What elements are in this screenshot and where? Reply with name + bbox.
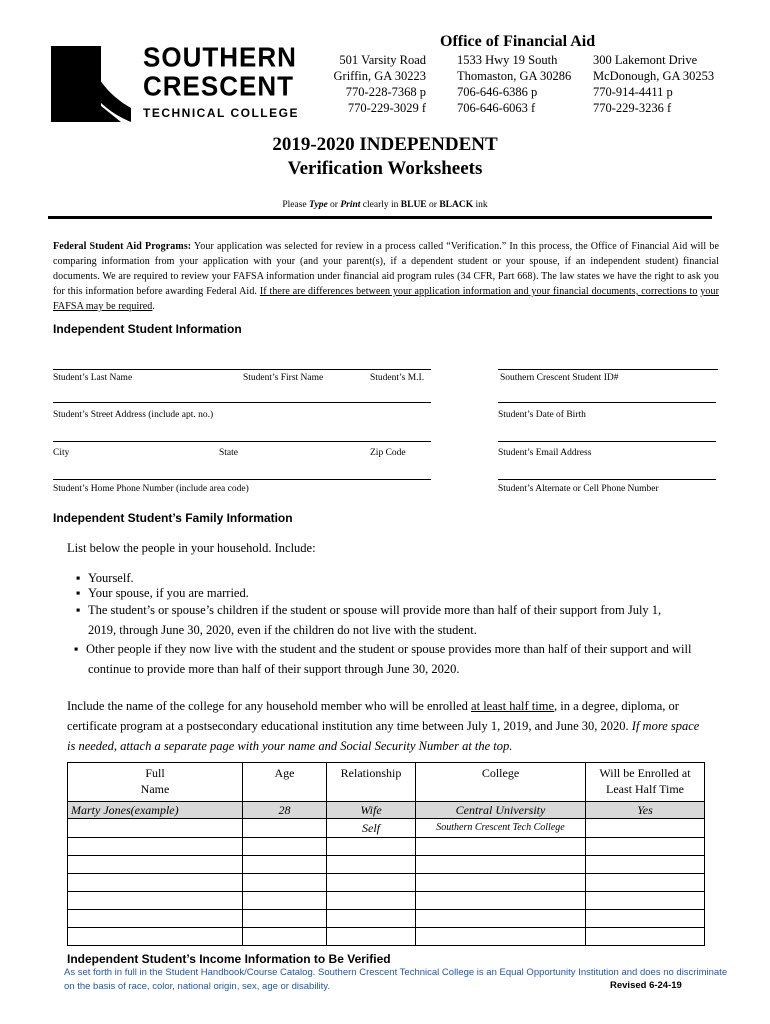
campus-fax: 770-229-3236 f [593,101,672,115]
college-logo-wordmark [143,41,299,120]
cell-enrolled[interactable] [586,819,705,838]
table-row [68,892,705,910]
col-header-college: College [416,763,586,802]
table-row-example [68,802,705,819]
table-row-self [68,819,705,838]
alt-phone-field[interactable] [498,479,716,480]
cell-relationship[interactable] [327,838,416,856]
bullet-text: Other people if they now live with the student and the student or spouse provides more than half of their support and will [86,642,692,656]
bullet-icon: ▪ [76,603,81,617]
cell-enrolled[interactable] [586,856,705,874]
campus-fax: 770-229-3029 f [347,101,426,115]
cell-relationship[interactable] [327,874,416,892]
campus-city: Thomaston, GA 30286 [457,69,572,83]
cell-age[interactable] [243,819,327,838]
label-mi: Student’s M.I. [370,373,425,383]
bullet-text: Yourself. [88,571,134,585]
campus-city: Griffin, GA 30223 [333,69,426,83]
col-header-name [68,763,243,802]
table-row [68,874,705,892]
cell-college: Central University [416,802,586,819]
cell-enrolled[interactable] [586,874,705,892]
ink-text: or [426,200,440,210]
header-text: Name [140,782,170,796]
para-underlined: at least half time [471,699,554,713]
para-text: , in a degree, diploma, or certificate program at a postsecondary educational institution any time between July 1, 2019, and June 30, 2020. [67,699,679,733]
cell-college[interactable] [416,910,586,928]
campus-street: 1533 Hwy 19 South [457,53,558,67]
cell-age[interactable] [243,892,327,910]
label-email: Student’s Email Address [498,448,592,458]
intro-body: Your application was selected for review in a process called “Verification.” In this process, the Office of Financial Aid will be comparing information from your application with your (and your parent(s), if a dependent student or your spouse, if an independent student) financial documents. We are required to review your FAFSA information under financial aid program rules (34 CFR, Part 668). The law states we have the right to ask you for this information before awarding Federal Aid. [53,241,720,297]
campus-street: 300 Lakemont Drive [593,53,698,67]
household-list-intro: List below the people in your household. Include: [67,541,316,555]
bullet-item [76,600,661,620]
include-college-paragraph [67,696,707,756]
campus-address-thomaston [457,52,571,116]
campus-phone: 706-646-6386 p [457,85,538,99]
label-last-name: Student’s Last Name [53,373,133,383]
ink-text: Please [282,200,310,210]
para-text: Include the name of the college for any household member who will be enrolled [67,699,472,713]
cell-age[interactable] [243,928,327,946]
ink-type: Type [309,200,328,210]
last-name-field[interactable] [53,369,431,370]
section-heading-income: Independent Student’s Income Information to Be Verified [67,952,391,966]
cell-age: 28 [243,802,327,819]
cell-relationship: Self [327,819,416,838]
office-title: Office of Financial Aid [440,33,596,50]
cell-name[interactable] [68,928,243,946]
title-divider [48,216,712,219]
cell-college[interactable] [416,928,586,946]
cell-enrolled[interactable] [586,892,705,910]
cell-enrolled[interactable] [586,838,705,856]
cell-name[interactable] [68,892,243,910]
ink-instruction [0,200,770,210]
street-address-field[interactable] [53,402,431,403]
cell-relationship: Wife [327,802,416,819]
para-italic: If more space is needed, attach a separate page with your name and Social Security Number at the top. [67,719,700,753]
bullet-continuation: continue to provide more than half of their support through June 30, 2020. [88,662,460,676]
intro-paragraph [53,239,719,314]
campus-street: 501 Varsity Road [339,53,426,67]
document-title [0,133,770,181]
label-first-name: Student’s First Name [243,373,324,383]
cell-enrolled: Yes [586,802,705,819]
bullet-icon: ▪ [74,642,79,656]
cell-age[interactable] [243,838,327,856]
ink-text: or [327,200,341,210]
intro-underlined: If there are differences between your application information and your financial documents, corrections to [259,286,698,297]
cell-college[interactable] [416,838,586,856]
cell-college[interactable] [416,892,586,910]
table-row [68,856,705,874]
home-phone-field[interactable] [53,479,431,480]
col-header-enrolled [586,763,705,802]
campus-phone: 770-228-7368 p [345,85,426,99]
campus-city: McDonough, GA 30253 [593,69,715,83]
email-field[interactable] [498,441,716,442]
bullet-text: The student’s or spouse’s children if the student or spouse will provide more than half of their support from July 1, [88,603,662,617]
college-logo-mark [45,46,131,122]
title-line-1: 2019-2020 INDEPENDENT [272,134,498,155]
table-row [68,838,705,856]
cell-college[interactable] [416,856,586,874]
section-heading-student-info: Independent Student Information [53,322,242,336]
header-text: Full [145,766,165,780]
cell-age[interactable] [243,874,327,892]
label-state: State [219,448,238,458]
table-row [68,910,705,928]
bullet-icon: ▪ [76,586,81,600]
cell-name[interactable] [68,838,243,856]
label-student-id: Southern Crescent Student ID# [500,373,619,383]
col-header-relationship: Relationship [327,763,416,802]
header-text: Will be Enrolled at [599,766,691,780]
label-city: City [53,448,70,458]
logo-line-crescent: CRESCENT [143,70,295,102]
cell-name[interactable] [68,819,243,838]
intro-lead: Federal Student Aid Programs: [53,241,192,252]
ink-text: ink [473,200,488,210]
col-header-age: Age [243,763,327,802]
cell-name[interactable] [68,910,243,928]
header-text: Least Half Time [606,782,684,796]
campus-phone: 770-914-4411 p [593,85,673,99]
student-id-field[interactable] [498,369,718,370]
cell-name[interactable] [68,874,243,892]
cell-enrolled[interactable] [586,928,705,946]
cell-name: Marty Jones(example) [68,802,243,819]
cell-name[interactable] [68,856,243,874]
ink-print: Print [340,200,361,210]
cell-college: Southern Crescent Tech College [416,819,586,838]
label-date-of-birth: Student’s Date of Birth [498,410,586,420]
table-header-row [68,763,705,802]
revision-date: Revised 6-24-19 [610,980,682,991]
cell-relationship[interactable] [327,856,416,874]
label-alt-phone: Student’s Alternate or Cell Phone Number [498,484,659,494]
city-state-zip-field[interactable] [53,441,431,442]
campus-fax: 706-646-6063 f [457,101,536,115]
cell-age[interactable] [243,856,327,874]
label-home-phone: Student’s Home Phone Number (include area code) [53,484,249,494]
cell-relationship[interactable] [327,910,416,928]
logo-line-southern: SOUTHERN [143,41,297,73]
campus-address-mcdonough [593,52,714,116]
cell-enrolled[interactable] [586,910,705,928]
ink-black: BLACK [439,200,474,210]
bullet-icon: ▪ [76,571,81,585]
household-table [67,762,705,946]
equal-opportunity-note: As set forth in full in the Student Handbook/Course Catalog. Southern Crescent Technical College is an Equal Opportunity Institution and does no discriminate on the basis of race, color, national origin, sex, age or disability. [64,967,728,992]
bullet-item [74,639,691,659]
label-zip: Zip Code [370,448,406,458]
bullet-text: Your spouse, if you are married. [88,586,249,600]
cell-relationship[interactable] [327,892,416,910]
campus-address-griffin [330,52,426,116]
date-of-birth-field[interactable] [498,402,716,403]
title-line-2: Verification Worksheets [287,158,483,179]
table-row [68,928,705,946]
section-heading-family-info: Independent Student’s Family Information [53,511,293,525]
logo-line-technical-college: TECHNICAL COLLEGE [143,106,299,120]
intro-end: . [152,301,156,312]
cell-age[interactable] [243,910,327,928]
bullet-continuation: 2019, through June 30, 2020, even if the children do not live with the student. [88,623,477,637]
cell-relationship[interactable] [327,928,416,946]
ink-text: clearly in [360,200,401,210]
cell-college[interactable] [416,874,586,892]
label-street-address: Student’s Street Address (include apt. no.) [53,410,214,420]
intro-underlined-2: your FAFSA may be required [53,286,720,312]
ink-blue: BLUE [400,200,427,210]
